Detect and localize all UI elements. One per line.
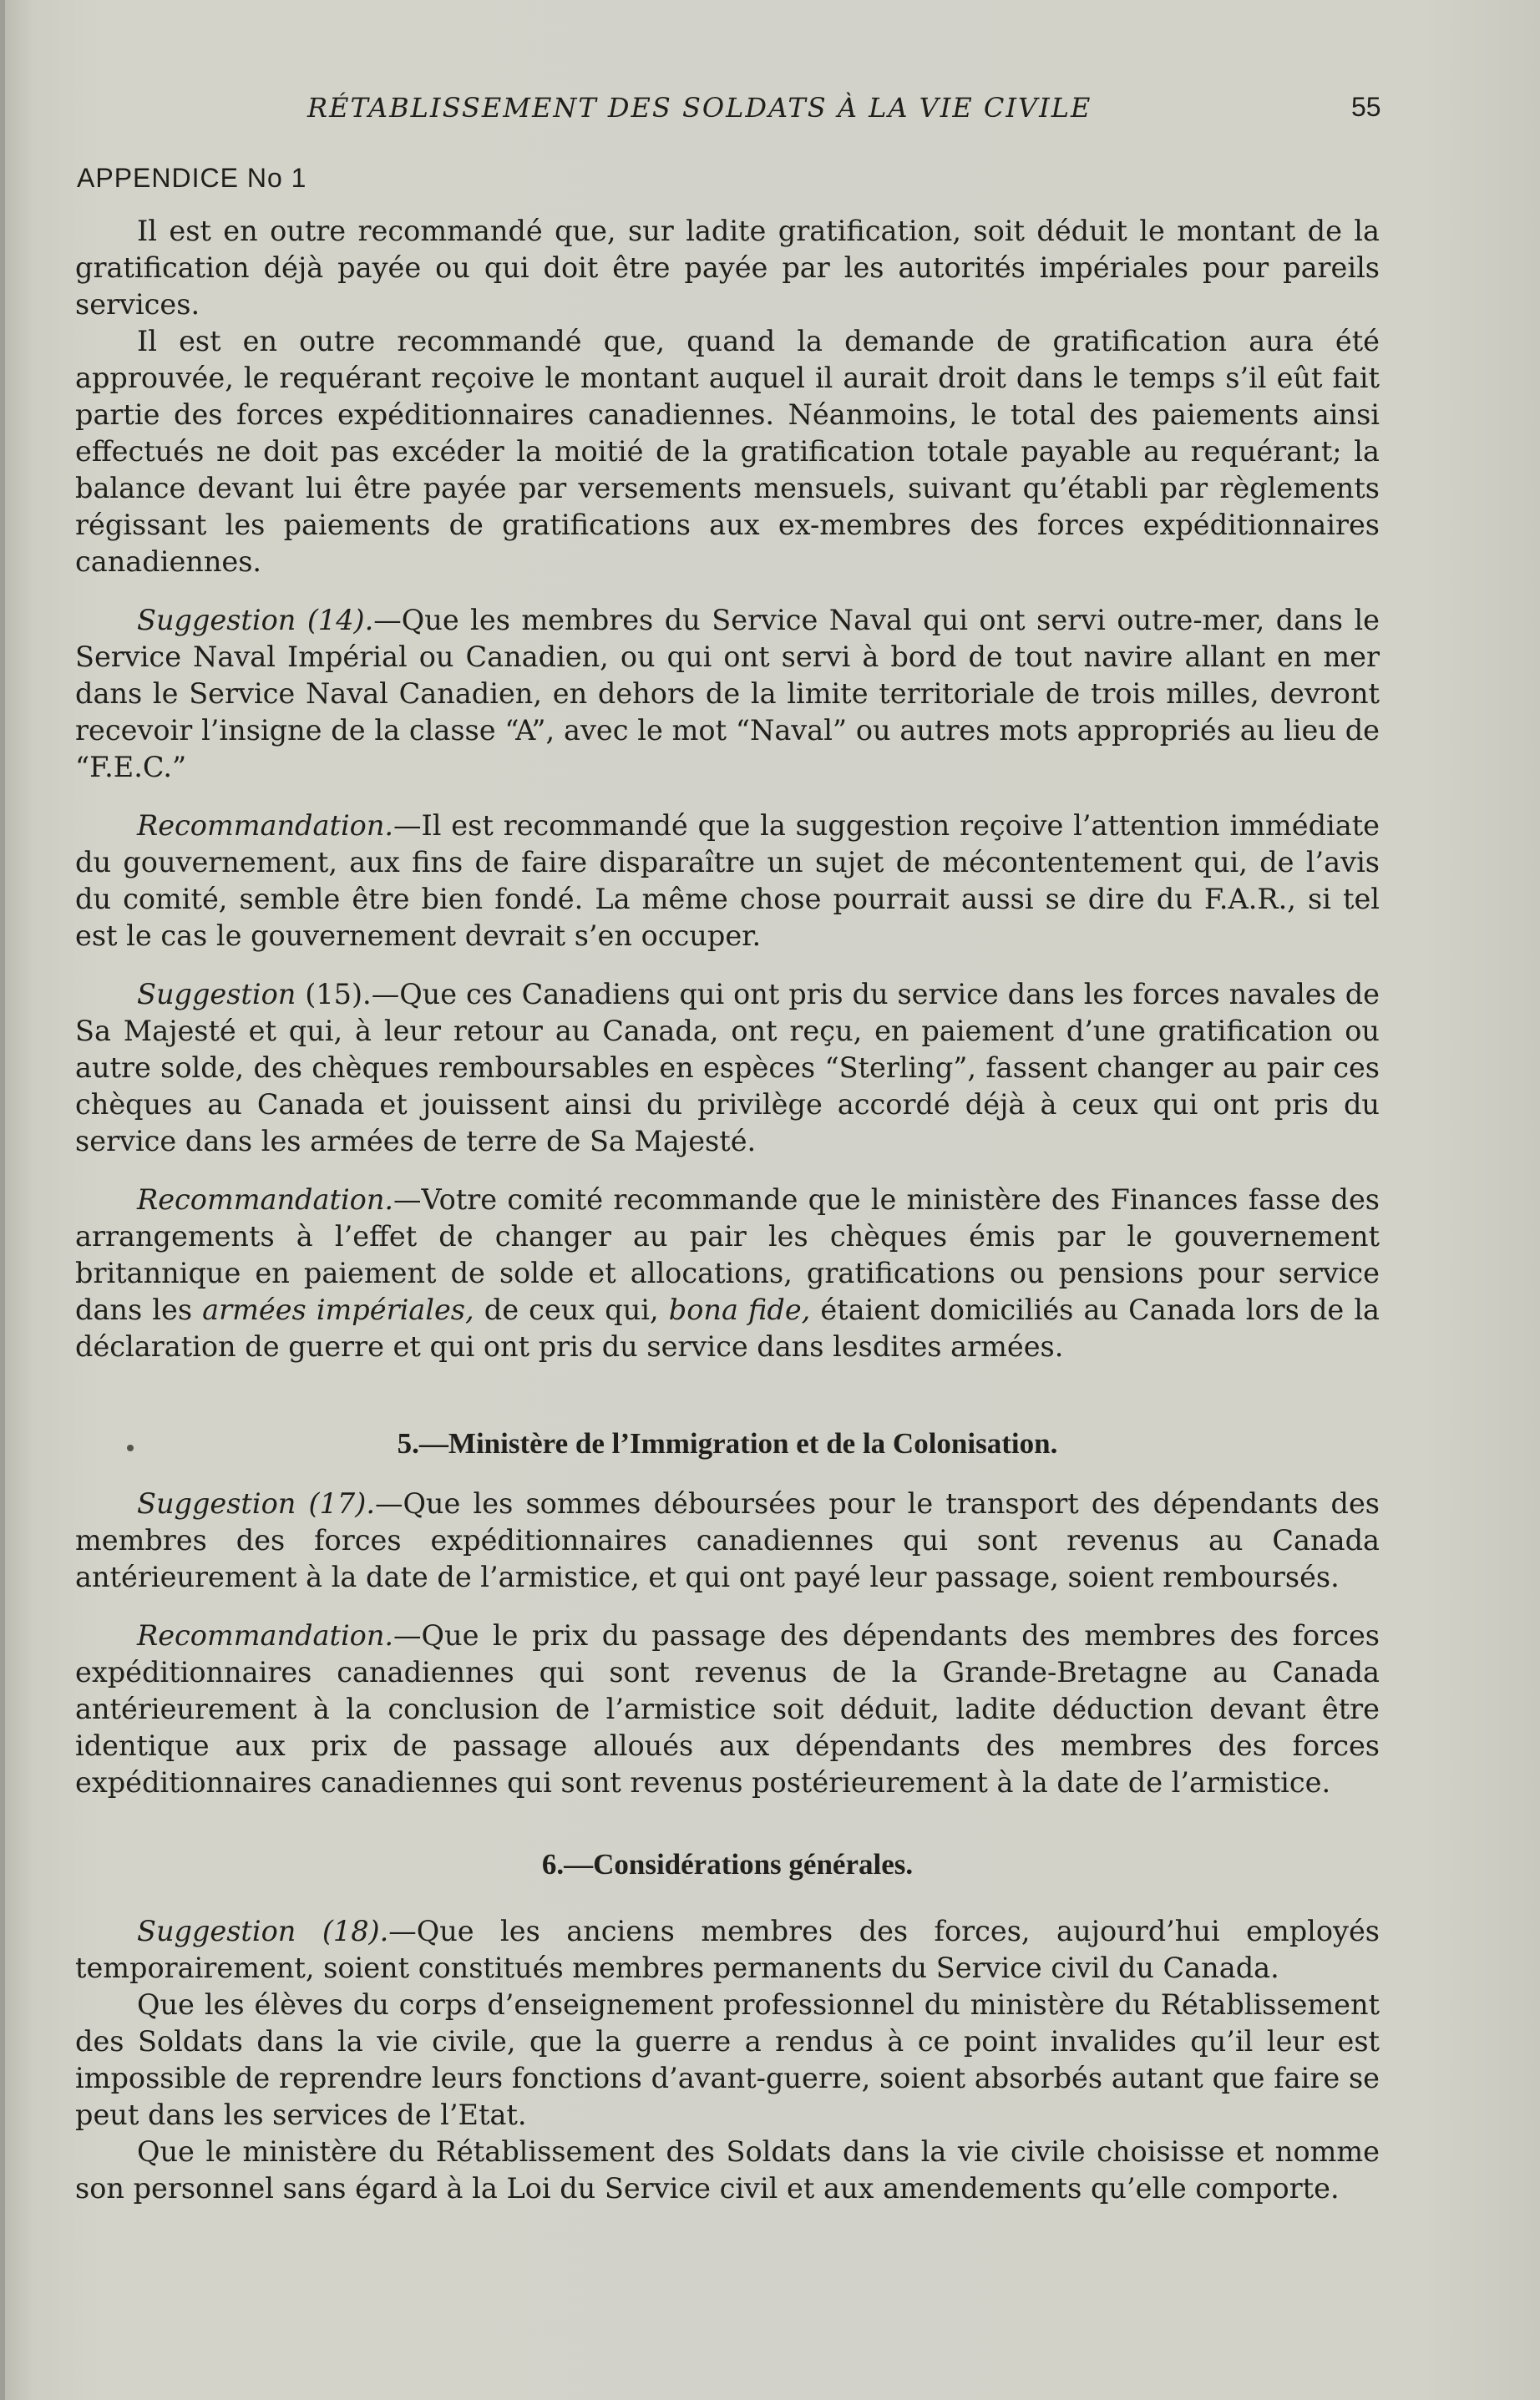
paragraph-gratification-deduction: Il est en outre recommandé que, sur ladite gratification, soit déduit le montant de la gratification déjà payée ou qui doit être payée par les autorités impériales pour pareils services.	[75, 215, 1380, 321]
recommendation-14-label: Recommandation.	[137, 809, 394, 842]
page-number: 55	[1351, 92, 1381, 122]
recommendation-15	[75, 1182, 1380, 1365]
appendix-label: APPENDICE No 1	[77, 163, 307, 193]
page-binding-edge	[0, 0, 5, 2400]
suggestion-17-label: Suggestion (17).	[137, 1487, 375, 1520]
recommendation-17	[75, 1618, 1380, 1801]
recommendation-17-label: Recommandation.	[137, 1619, 394, 1652]
recommendation-14-text: —Il est recommandé que la suggestion reçoive l’attention immédiate du gouvernement, aux fins de faire disparaître un sujet de mécontentement qui, de l’avis du comité, semble être bien fondé. La même chose pourrait aussi se dire du F.A.R., si tel est le cas le gouvernement devrait s’en occuper.	[75, 809, 1380, 952]
suggestion-18-label: Suggestion (18).	[137, 1915, 389, 1947]
body-text	[75, 213, 1380, 2207]
paragraph-ministere: Que le ministère du Rétablissement des Soldats dans la vie civile choisisse et nomme son personnel sans égard à la Loi du Service civil et aux amendements qu’elle comporte.	[75, 2135, 1380, 2205]
suggestion-15-label: Suggestion	[137, 978, 296, 1010]
recommendation-15-label: Recommandation.	[137, 1183, 394, 1216]
recommendation-17-text: —Que le prix du passage des dépendants des membres des forces expéditionnaires canadiennes qui sont revenus de la Grande-Bretagne au Canada antérieurement à la conclusion de l’armistice soit déduit, ladite déduction devant être identique aux prix de passage alloués aux dépendants des membres des forces expéditionnaires canadiennes qui sont revenus postérieurement à la date de l’armistice.	[75, 1619, 1380, 1799]
paragraph-gratification-approval: Il est en outre recommandé que, quand la demande de gratification aura été approuvée, le requérant reçoive le montant auquel il aurait droit dans le temps s’il eût fait partie des forces expéditionnaires canadiennes. Néanmoins, le total des paiements ainsi effectués ne doit pas excéder la moitié de la gratification totale payable au requérant; la balance devant lui être payée par versements mensuels, suivant qu’établi par règlements régissant les paiements de gratifications aux ex-membres des forces expéditionnaires canadiennes.	[75, 325, 1380, 578]
suggestion-18	[75, 1913, 1380, 1987]
section-heading-6: 6.—Considérations générales.	[541, 1848, 914, 1881]
suggestion-14-text: —Que les membres du Service Naval qui ont servi outre-mer, dans le Service Naval Impérial ou Canadien, ou qui ont servi à bord de tout navire allant en mer dans le Service Naval Canadien, en dehors de la limite territoriale de trois milles, devront recevoir l’insigne de la classe “A”, avec le mot “Naval” ou autres mots appropriés au lieu de “F.E.C.”	[75, 604, 1380, 783]
page-header	[0, 92, 1540, 134]
recommendation-14	[75, 808, 1380, 954]
recommendation-15-text-c: étaient domiciliés au Canada lors de la déclaration de guerre et qui ont pris du service dans lesdites armées.	[75, 1294, 1380, 1363]
suggestion-15	[75, 976, 1380, 1160]
suggestion-14-label: Suggestion (14).	[137, 604, 374, 636]
suggestion-14	[75, 602, 1380, 786]
recommendation-15-text-b: de ceux qui,	[474, 1294, 669, 1326]
paragraph-eleves: Que les élèves du corps d’enseignement professionnel du ministère du Rétablissement des Soldats dans la vie civile, que la guerre a rendus à ce point invalides qu’il leur est impossible de reprendre leurs fonctions d’avant-guerre, soient absorbés autant que faire se peut dans les services de l’Etat.	[75, 1988, 1380, 2131]
recommendation-15-emphasis-1: armées impériales,	[202, 1294, 474, 1326]
section-heading-5: 5.—Ministère de l’Immigration et de la Colonisation.	[397, 1427, 1058, 1460]
running-head: RÉTABLISSEMENT DES SOLDATS À LA VIE CIVILE	[307, 92, 1092, 124]
recommendation-15-emphasis-2: bona fide,	[668, 1294, 811, 1326]
recommendation-15-text-a: —Votre comité recommande que le ministère des Finances fasse des arrangements à l’effet de changer au pair les chèques émis par le gouvernement britannique en paiement de solde et allocations, gratifications ou pensions pour service dans les	[75, 1183, 1380, 1326]
margin-dot	[127, 1445, 134, 1451]
suggestion-15-text: (15).—Que ces Canadiens qui ont pris du service dans les forces navales de Sa Majesté et qui, à leur retour au Canada, ont reçu, en paiement d’une gratification ou autre solde, des chèques remboursables en espèces “Sterling”, fassent changer au pair ces chèques au Canada et jouissent ainsi du privilège accordé déjà à ceux qui ont pris du service dans les armées de terre de Sa Majesté.	[75, 978, 1380, 1157]
suggestion-18-text: —Que les anciens membres des forces, aujourd’hui employés temporairement, soient constitués membres permanents du Service civil du Canada.	[75, 1915, 1380, 1984]
suggestion-17-text: —Que les sommes déboursées pour le transport des dépendants des membres des forces expéditionnaires canadiennes qui sont revenus au Canada antérieurement à la date de l’armistice, et qui ont payé leur passage, soient remboursés.	[75, 1487, 1380, 1593]
suggestion-17	[75, 1486, 1380, 1596]
